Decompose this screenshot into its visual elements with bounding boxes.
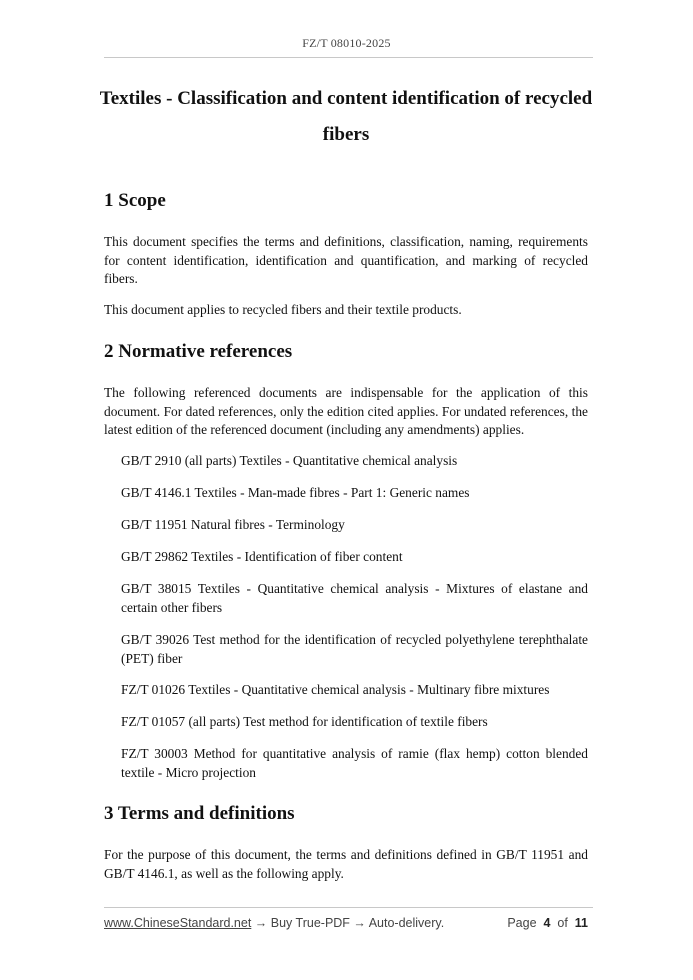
site-link[interactable]: www.ChineseStandard.net	[104, 916, 252, 930]
scope-paragraph: This document applies to recycled fibers and their textile products.	[104, 302, 462, 317]
footer-promo-text: → Buy True-PDF → Auto-delivery.	[251, 916, 445, 930]
reference-item: FZ/T 30003 Method for quantitative analysis of ramie (flax hemp) cotton blended textile - Micro projection	[121, 746, 588, 780]
reference-item: GB/T 39026 Test method for the identification of recycled polyethylene terephthalate (PET) fiber	[121, 632, 588, 666]
reference-item: GB/T 2910 (all parts) Textiles - Quantitative chemical analysis	[121, 453, 458, 468]
terms-definitions-intro: For the purpose of this document, the terms and definitions defined in GB/T 11951 and GB/T 4146.1, as well as the following apply.	[104, 847, 588, 881]
scope-heading: 1 Scope	[104, 190, 166, 211]
footer-divider	[104, 907, 593, 908]
normative-references-intro: The following referenced documents are indispensable for the application of this document. For dated references, only the edition cited applies. For undated references, the latest edition of the referenced document (including any amendments) applies.	[104, 385, 588, 437]
header-divider	[104, 57, 593, 58]
document-title: Textiles - Classification and content identification of recycled fibers	[99, 88, 593, 145]
reference-item: FZ/T 01026 Textiles - Quantitative chemical analysis - Multinary fibre mixtures	[121, 682, 550, 697]
page-of: of	[557, 916, 568, 930]
reference-item: GB/T 11951 Natural fibres - Terminology	[121, 517, 345, 532]
reference-item: FZ/T 01057 (all parts) Test method for identification of textile fibers	[121, 714, 488, 729]
header-standard-number: FZ/T 08010-2025	[302, 36, 391, 50]
normative-references-heading: 2 Normative references	[104, 341, 293, 362]
footer-promo	[104, 916, 444, 930]
page-footer	[104, 916, 588, 934]
scope-paragraph: This document specifies the terms and definitions, classification, naming, requirements for content identification, identification and quantification, and marking of recycled fibers.	[104, 234, 588, 286]
terms-definitions-heading: 3 Terms and definitions	[104, 803, 295, 824]
page-total: 11	[574, 916, 588, 930]
reference-item: GB/T 38015 Textiles - Quantitative chemical analysis - Mixtures of elastane and certain other fibers	[121, 581, 588, 615]
reference-item: GB/T 29862 Textiles - Identification of fiber content	[121, 549, 403, 564]
reference-item: GB/T 4146.1 Textiles - Man-made fibres - Part 1: Generic names	[121, 485, 470, 500]
page-number	[507, 916, 588, 930]
page-label: Page	[507, 916, 537, 930]
page-current: 4	[543, 916, 551, 930]
